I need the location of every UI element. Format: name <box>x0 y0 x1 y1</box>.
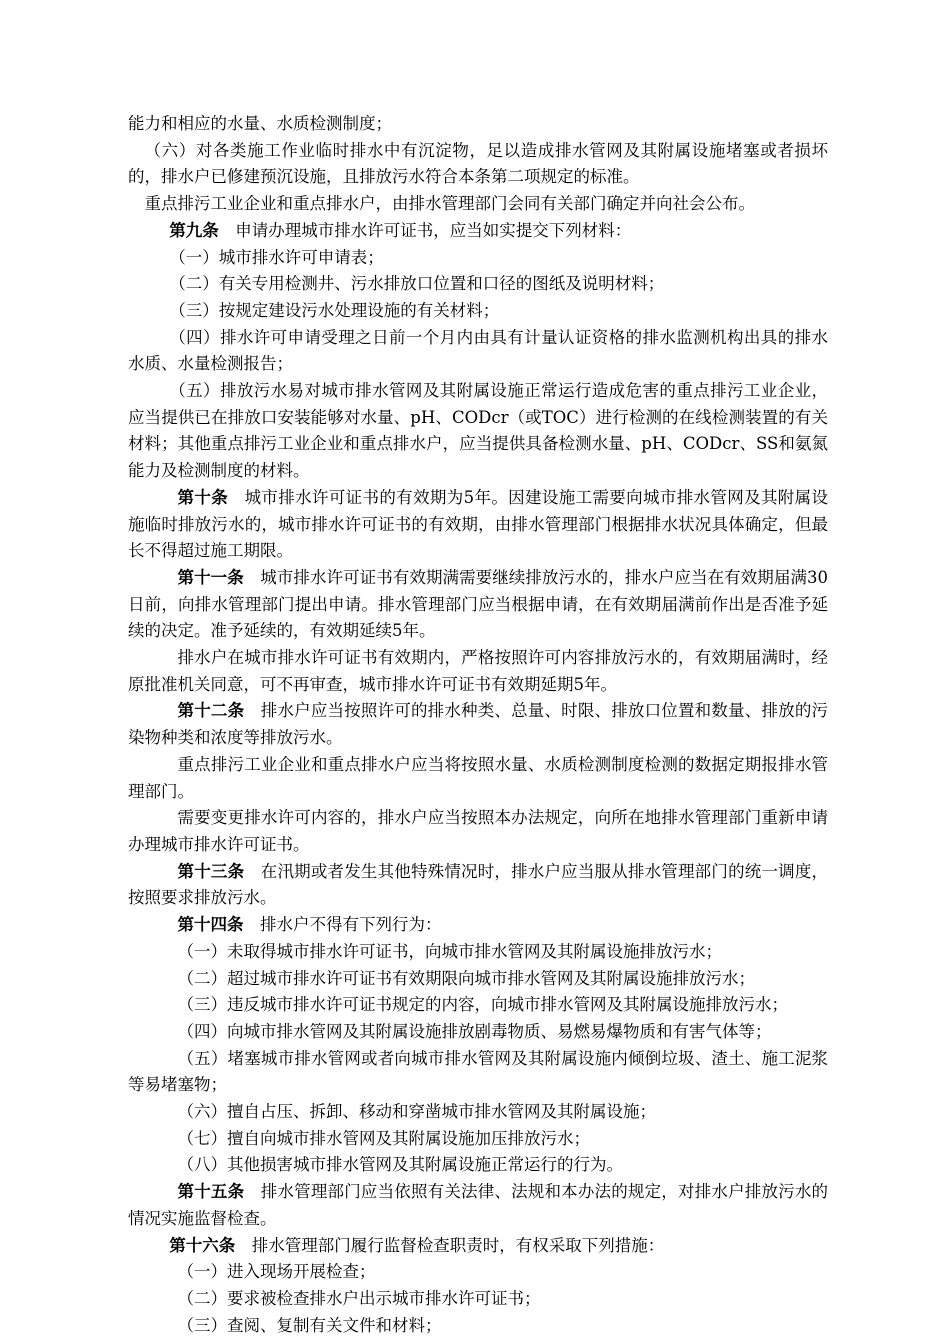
paragraph <box>128 698 828 751</box>
paragraph-text: 排水户不得有下列行为： <box>260 915 442 935</box>
paragraph <box>128 805 828 858</box>
article-heading: 第十二条 <box>177 701 245 721</box>
paragraph <box>128 1233 828 1260</box>
paragraph <box>128 645 828 698</box>
paragraph <box>128 939 828 966</box>
paragraph <box>128 1259 828 1286</box>
paragraph-text: （五）排放污水易对城市排水管网及其附属设施正常运行造成危害的重点排污工业企业，应当提供已在排放口安装能够对水量、pH、CODcr（或TOC）进行检测的在线检测装置的有关材料；其他重点排污工业企业和重点排水户，应当提供具备检测水量、pH、CODcr、SS和氨氮能力及检测制度的材料。 <box>128 381 828 481</box>
paragraph-text: 申请办理城市排水许可证书，应当如实提交下列材料： <box>235 220 632 240</box>
paragraph-text: （六）对各类施工作业临时排水中有沉淀物，足以造成排水管网及其附属设施堵塞或者损坏的，排水户已修建预沉设施，且排放污水符合本条第二项规定的标准。 <box>128 140 828 187</box>
paragraph-text: （一）城市排水许可申请表； <box>169 247 384 267</box>
paragraph <box>128 378 828 485</box>
paragraph-text: 需要变更排水许可内容的，排水户应当按照本办法规定，向所在地排水管理部门重新申请办理城市排水许可证书。 <box>128 808 828 854</box>
paragraph <box>128 271 828 298</box>
paragraph <box>128 1019 828 1046</box>
paragraph-text: （三）按规定建设污水处理设施的有关材料； <box>169 300 500 320</box>
paragraph <box>128 966 828 993</box>
paragraph-text: 排水管理部门履行监督检查职责时，有权采取下列措施： <box>251 1235 665 1255</box>
paragraph <box>128 485 828 565</box>
paragraph <box>128 111 828 138</box>
article-heading: 第十四条 <box>177 915 244 935</box>
paragraph <box>128 218 828 245</box>
paragraph <box>128 1126 828 1153</box>
paragraph <box>128 1179 828 1232</box>
paragraph <box>128 859 828 912</box>
paragraph <box>128 191 828 218</box>
paragraph <box>128 1152 828 1179</box>
paragraph <box>128 1313 828 1340</box>
paragraph <box>128 992 828 1019</box>
paragraph-text: （二）超过城市排水许可证书有效期限向城市排水管网及其附属设施排放污水； <box>177 968 755 988</box>
paragraph <box>128 912 828 939</box>
article-heading: 第十一条 <box>177 567 244 587</box>
paragraph <box>128 1099 828 1126</box>
paragraph-text: 排水管理部门应当依照有关法律、法规和本办法的规定，对排水户排放污水的情况实施监督检查。 <box>128 1182 829 1228</box>
paragraph-text: （六）擅自占压、拆卸、移动和穿凿城市排水管网及其附属设施； <box>177 1102 656 1122</box>
article-heading: 第十五条 <box>177 1182 245 1202</box>
paragraph-text: （四）排水许可申请受理之日前一个月内由具有计量认证资格的排水监测机构出具的排水水质、水量检测报告； <box>128 327 828 374</box>
paragraph-text: 排水户应当按照许可的排水种类、总量、时限、排放口位置和数量、排放的污染物种类和浓度等排放污水。 <box>128 701 829 748</box>
paragraph <box>128 325 828 378</box>
document-body <box>128 111 828 1339</box>
paragraph-text: 排水户在城市排水许可证书有效期内，严格按照许可内容排放污水的，有效期届满时，经原批准机关同意，可不再审查，城市排水许可证书有效期延期5年。 <box>128 648 828 694</box>
paragraph-text: （四）向城市排水管网及其附属设施排放剧毒物质、易燃易爆物质和有害气体等； <box>177 1021 772 1041</box>
paragraph-text: 城市排水许可证书的有效期为5年。因建设施工需要向城市排水管网及其附属设施临时排放污水的，城市排水许可证书的有效期，由排水管理部门根据排水状况具体确定，但最长不得超过施工期限。 <box>128 487 829 561</box>
paragraph-text: （一）未取得城市排水许可证书，向城市排水管网及其附属设施排放污水； <box>177 941 722 961</box>
paragraph-text: （三）违反城市排水许可证书规定的内容，向城市排水管网及其附属设施排放污水； <box>177 995 788 1015</box>
article-heading: 第十条 <box>177 487 229 507</box>
paragraph <box>128 298 828 325</box>
article-heading: 第十三条 <box>177 861 245 881</box>
paragraph <box>128 138 828 191</box>
paragraph-text: （三）查阅、复制有关文件和材料； <box>177 1315 442 1335</box>
article-heading: 第十六条 <box>169 1235 236 1255</box>
paragraph-text: 城市排水许可证书有效期满需要继续排放污水的，排水户应当在有效期届满30日前，向排水管理部门提出申请。排水管理部门应当根据申请，在有效期届满前作出是否准予延续的决定。准予延续的，有效期延续5年。 <box>128 567 829 641</box>
paragraph-text: 重点排污工业企业和重点排水户应当将按照水量、水质检测制度检测的数据定期报排水管理部门。 <box>128 754 828 801</box>
paragraph <box>128 1046 828 1099</box>
paragraph-text: 重点排污工业企业和重点排水户，由排水管理部门会同有关部门确定并向社会公布。 <box>144 194 755 214</box>
article-heading: 第九条 <box>169 220 219 240</box>
paragraph <box>128 1286 828 1313</box>
paragraph-text: （五）堵塞城市排水管网或者向城市排水管网及其附属设施内倾倒垃圾、渣土、施工泥浆等易堵塞物； <box>128 1048 828 1095</box>
paragraph <box>128 565 828 645</box>
paragraph-text: 在汛期或者发生其他特殊情况时，排水户应当服从排水管理部门的统一调度，按照要求排放污水。 <box>128 861 829 908</box>
paragraph-text: （七）擅自向城市排水管网及其附属设施加压排放污水； <box>177 1128 590 1148</box>
paragraph-text: （二）有关专用检测井、污水排放口位置和口径的图纸及说明材料； <box>169 274 665 294</box>
paragraph-text: （二）要求被检查排水户出示城市排水许可证书； <box>177 1288 541 1308</box>
paragraph <box>128 752 828 805</box>
paragraph-text: （八）其他损害城市排水管网及其附属设施正常运行的行为。 <box>177 1155 623 1175</box>
paragraph <box>128 245 828 272</box>
paragraph-text: （一）进入现场开展检查； <box>177 1262 376 1282</box>
paragraph-text: 能力和相应的水量、水质检测制度； <box>128 114 392 133</box>
